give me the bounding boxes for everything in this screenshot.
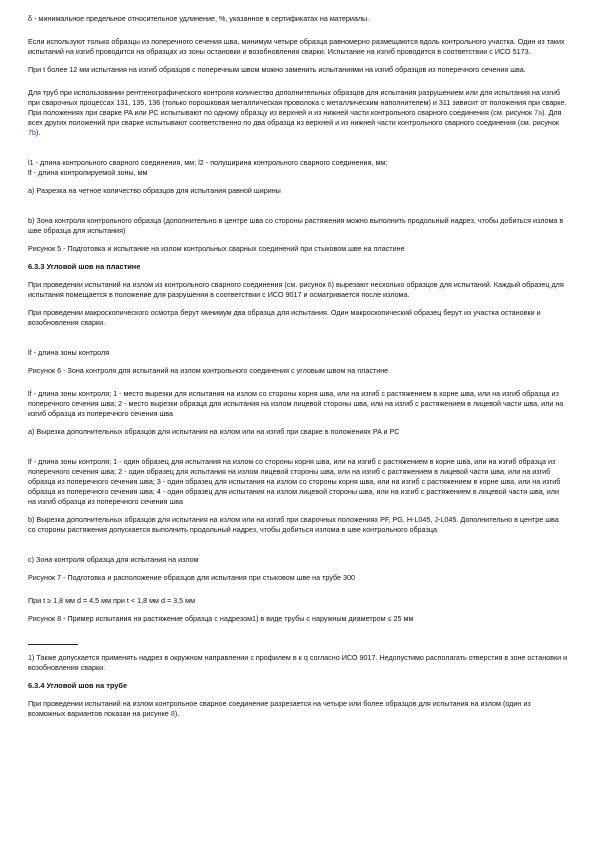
legend-control-zone: lf - длина контролируемой зоны, мм xyxy=(28,168,148,177)
caption-5a: а) Разрезка на четное количество образцов для испытания равной ширины xyxy=(28,186,281,195)
paragraph-elongation: δ - минимальное предельное относительное удлинение, %, указанное в сертификатах на материалы. xyxy=(28,14,370,23)
figure-link-7b[interactable]: 7b xyxy=(28,128,36,137)
paragraph-pipe-radiography xyxy=(28,88,568,138)
figure-link-8[interactable]: 8 xyxy=(170,709,175,718)
legend-lengths: l1 - длина контрольного сварного соединения, мм; l2 - полуширина контрольного сварного соединения, мм; xyxy=(28,158,388,167)
text-run: При проведении испытаний на излом контрольное сварное соединение разрезается на четыре или более образцов для испытания на излом (один из возможных вариантов показан на рисунке xyxy=(28,699,531,718)
caption-7c: с) Зона контроля образца для испытания на излом xyxy=(28,555,199,564)
document-page xyxy=(28,14,568,719)
section-heading-6-3-3: 6.3.3 Угловой шов на пластине xyxy=(28,262,141,271)
text-run: При проведении испытаний на излом из контрольного сварного соединения (см. рисунок xyxy=(28,280,328,289)
figure-5-title: Рисунок 5 - Подготовка и испытание на излом контрольных сварных соединений при стыковом шве на пластине xyxy=(28,244,405,253)
caption-7a: а) Вырезка дополнительных образцов для испытания на излом или на изгиб при сварке в положениях PA и PC xyxy=(28,427,400,436)
caption-5b: b) Зона контроля контрольного образца (дополнительно в центре шва со стороны растяжения можно выполнить продольный надрез, чтобы добиться излома в шве образца для испытания) xyxy=(28,216,564,235)
footnote-1: 1) Также допускается применять надрез в окружном направлении с профилем в к q согласно ИСО 9017. Недопустимо располагать отверстия в зоне остановки и возобновления сварки. xyxy=(28,653,568,672)
paragraph-sample-placement: Если используют только образцы из поперечного сечения шва, минимум четыре образца равномерно размещаются вдоль контрольного участка. Один из таких испытаний на изгиб проводится на образцах из зоны остановки и возобновления сварки. Испытание на изгиб проводится в соответствии с ИСО 5173. xyxy=(28,37,565,56)
text-run: ). Для всех других положений при сварке испытывают соответственно по два образца из верхней и из нижней части контрольного сварного соединения (см. рисунок xyxy=(28,108,562,127)
figure-8-title: Рисунок 8 - Пример испытания на растяжение образца с надрезом1) в виде трубы с наружным диаметром ≤ 25 мм xyxy=(28,614,414,623)
section-heading-6-3-4: 6.3.4 Угловой шов на трубе xyxy=(28,681,128,690)
text-run: ). xyxy=(174,709,180,718)
text-run: ). xyxy=(36,128,41,137)
paragraph-macro-examination: При проведении макроскопического осмотра берут минимум два образца для испытания. Один макроскопический образец берут из участка остановки и возобновления сварки. xyxy=(28,308,541,327)
text-run: Для труб при использовании рентгенографического контроля количество дополнительных образцов для испытания разрушением или для испытания на изгиб при сварочных процессах 131, 135, 136 (только порошковая металлическая проволока с металлическим наполнителем) и 311 зависит от положения при сварке. При положениях при сварке PA или PC испытывают по одному образцу из верхней и из нижней части контрольного сварного соединения (см. рисунок xyxy=(28,88,567,117)
figure-link-6[interactable]: 6 xyxy=(327,280,332,289)
figure-link-7a[interactable]: 7a xyxy=(534,108,543,117)
caption-7b: b) Вырезка дополнительных образцов для испытания на излом или на изгиб при сварочных положениях PF, PG, H-L045, J-L045. Дополнительно в центре шва со стороны растяжения допускается выполнить продольный надрез, чтобы добиться излома в шве контрольного образца xyxy=(28,515,559,534)
legend-figure-7a: lf - длина зоны контроля; 1 - место вырезки для испытания на излом со стороны корня шва, или на изгиб с растяжением в корне шва, или на изгиб образца из поперечного сечения шва; 2 - место вырезки образца для испытания на излом лицевой стороны шва, или на изгиб с растяжением в лицевой части шва, или на изгиб образца из поперечного сечения шва xyxy=(28,389,564,418)
figure-6-title: Рисунок 6 - Зона контроля для испытаний на излом контрольного соединения с угловым швом на пластине xyxy=(28,366,389,375)
figure-7-title: Рисунок 7 - Подготовка и расположение образцов для испытания при стыковом шве на трубе 300 xyxy=(28,573,356,582)
paragraph-fillet-fracture xyxy=(28,280,568,300)
paragraph-pipe-fillet-fracture xyxy=(28,699,568,719)
legend-figure-7b: lf - длина зоны контроля; 1 - один образец для испытания на излом со стороны корня шва, или на изгиб с растяжением в корне шва, или на изгиб образца из поперечного сечения шва; 2 - один образец для испытания на излом лицевой стороны шва, или на изгиб с растяжением в лицевой части шва, или на изгиб образца из поперечного сечения шва; 3 - один образец для испытания на излом со стороны корня шва, или на изгиб с растяжением в корне шва, или на изгиб образца из поперечного сечения шва; 4 - один образец для испытания на излом лицевой стороны шва, или на изгиб с растяжением в лицевой части шва, или на изгиб образца из поперечного сечения шва xyxy=(28,457,561,506)
paragraph-thickness-substitution: При t более 12 мм испытания на изгиб образцов с поперечным швом можно заменить испытаниями на изгиб образцов из поперечного сечения шва. xyxy=(28,65,526,74)
legend-zone-length: lf - длина зоны контроля xyxy=(28,348,110,357)
text-run: ) вырезают несколько образцов для испытаний. Каждый образец для испытания помещается в положение для разрушения в соответствии с ИСО 9017 и осматривается после излома. xyxy=(28,280,564,299)
formula-notch-diameter: При t ≥ 1,8 мм d = 4,5 мм при t < 1,8 мм d = 3,5 мм xyxy=(28,596,196,605)
